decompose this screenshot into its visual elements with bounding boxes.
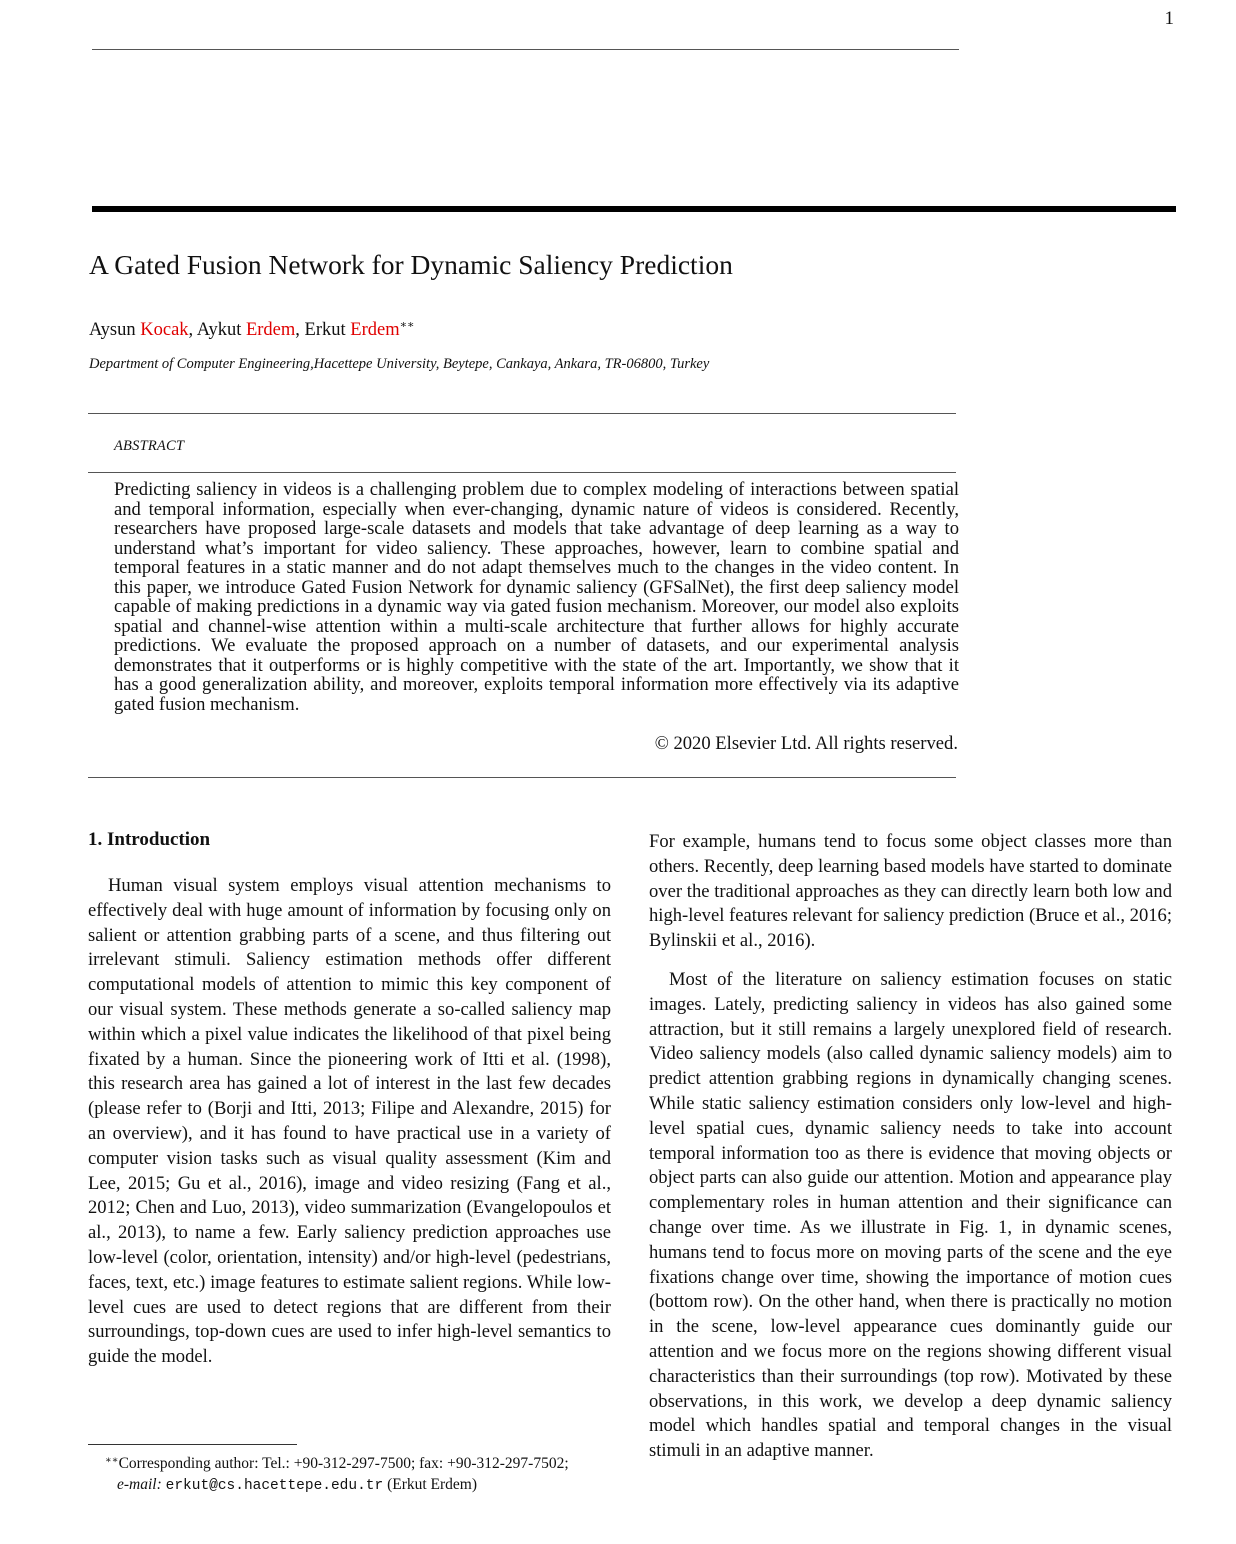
- footnote-text: Corresponding author: Tel.: +90-312-297-7500; fax: +90-312-297-7502;: [118, 1455, 569, 1472]
- affiliation: Department of Computer Engineering,Hacettepe University, Beytepe, Cankaya, Ankara, TR-06800, Turkey: [89, 356, 710, 372]
- footnote: [105, 1450, 569, 1497]
- footnote-line-2: [105, 1474, 569, 1497]
- section-heading: 1. Introduction: [88, 829, 211, 850]
- author-2-first-name: Aykut: [196, 320, 242, 340]
- author-3-last-name[interactable]: Erdem: [350, 320, 400, 340]
- author-3-first-name: Erkut: [304, 320, 346, 340]
- author-2-last-name[interactable]: Erdem: [245, 320, 296, 340]
- corresponding-author-mark[interactable]: ∗∗: [399, 319, 415, 331]
- copyright-notice: © 2020 Elsevier Ltd. All rights reserved.: [654, 733, 958, 754]
- header-rule: [92, 49, 959, 50]
- author-1-first-name: Aysun: [89, 320, 136, 340]
- author-1-last-name[interactable]: Kocak: [140, 320, 189, 340]
- intro-paragraph-3: Most of the literature on saliency estimation focuses on static images. Lately, predicting saliency in videos has also gained some attraction, but it still remains a largely unexplored field of research. Video saliency models (also called dynamic saliency models) aim to predict attention grabbing regions in dynamically changing scenes. While static saliency estimation considers only low-level and high-level spatial cues, dynamic saliency needs to take into account temporal information too as there is evidence that moving objects or object parts can also guide our attention. Motion and appearance play complementary roles in human attention and their significance can change over time. As we illustrate in Fig. 1, in dynamic scenes, humans tend to focus more on moving parts of the scene and the eye fixations change over time, showing the importance of motion cues (bottom row). On the other hand, when there is practically no motion in the scene, low-level appearance cues dominantly guide our attention and we focus more on the regions showing different visual characteristics than their surroundings (top row). Motivated by these observations, in this work, we develop a deep dynamic saliency model which handles spatial and temporal changes in the visual stimuli in an adaptive manner.: [649, 968, 1172, 1462]
- footnote-rule: [88, 1444, 297, 1445]
- abstract-text: Predicting saliency in videos is a challenging problem due to complex modeling of interactions between spatial and temporal information, especially when ever-changing, dynamic nature of videos is considered. Recently, researchers have proposed large-scale datasets and models that take advantage of deep learning as a way to understand what’s important for video saliency. These approaches, however, learn to combine spatial and temporal features in a static manner and do not adapt themselves much to the changes in the video content. In this paper, we introduce Gated Fusion Network for dynamic saliency (GFSalNet), the first deep saliency model capable of making predictions in a dynamic way via gated fusion mechanism. Moreover, our model also exploits spatial and channel-wise attention within a multi-scale architecture that further allows for highly accurate predictions. We evaluate the proposed approach on a number of datasets, and our experimental analysis demonstrates that it outperforms or is highly competitive with the state of the art. Importantly, we show that it has a good generalization ability, and moreover, exploits temporal information more effectively via its adaptive gated fusion mechanism.: [114, 479, 959, 715]
- right-column: [649, 830, 1172, 1464]
- author-list: Aysun Kocak, Aykut Erdem, Erkut Erdem∗∗: [89, 319, 415, 340]
- title-top-rule: [92, 206, 1176, 212]
- page-number: 1: [1164, 8, 1174, 29]
- left-column: [88, 874, 611, 1370]
- intro-paragraph-2: For example, humans tend to focus some object classes more than others. Recently, deep learning based models have started to dominate over the traditional approaches as they can directly learn both low and high-level features relevant for saliency prediction (Bruce et al., 2016; Bylinskii et al., 2016).: [649, 831, 1172, 952]
- intro-paragraph-1: Human visual system employs visual attention mechanisms to effectively deal with huge amount of information by focusing only on salient or attention grabbing parts of a scene, and thus filtering out irrelevant stimuli. Saliency estimation methods offer different computational models of attention to mimic this key component of our visual system. These methods generate a so-called saliency map within which a pixel value indicates the likelihood of that pixel being fixated by a human. Since the pioneering work of Itti et al. (1998), this research area has gained a lot of interest in the last few decades (please refer to (Borji and Itti, 2013; Filipe and Alexandre, 2015) for an overview), and it has found to have practical use in a variety of computer vision tasks such as visual quality assessment (Kim and Lee, 2015; Gu et al., 2016), image and video resizing (Fang et al., 2012; Chen and Luo, 2013), video summarization (Evangelopoulos et al., 2013), to name a few. Early saliency prediction approaches use low-level (color, orientation, intensity) and/or high-level (pedestrians, faces, text, etc.) image features to estimate salient regions. While low-level cues are used to detect regions that are different from their surroundings, top-down cues are used to infer high-level semantics to guide the model.: [88, 875, 611, 1368]
- footnote-line-1: [105, 1450, 569, 1474]
- abstract-bottom-rule: [88, 777, 956, 778]
- abstract-label: ABSTRACT: [114, 438, 185, 454]
- paper-title: A Gated Fusion Network for Dynamic Saliency Prediction: [89, 249, 733, 280]
- footnote-mark: ∗∗: [105, 1455, 119, 1466]
- email-address[interactable]: erkut@cs.hacettepe.edu.tr: [165, 1478, 384, 1494]
- abstract-top-rule: [88, 413, 956, 414]
- abstract-label-rule: [88, 472, 956, 473]
- email-owner: (Erkut Erdem): [387, 1476, 478, 1493]
- email-label: e-mail:: [117, 1476, 162, 1493]
